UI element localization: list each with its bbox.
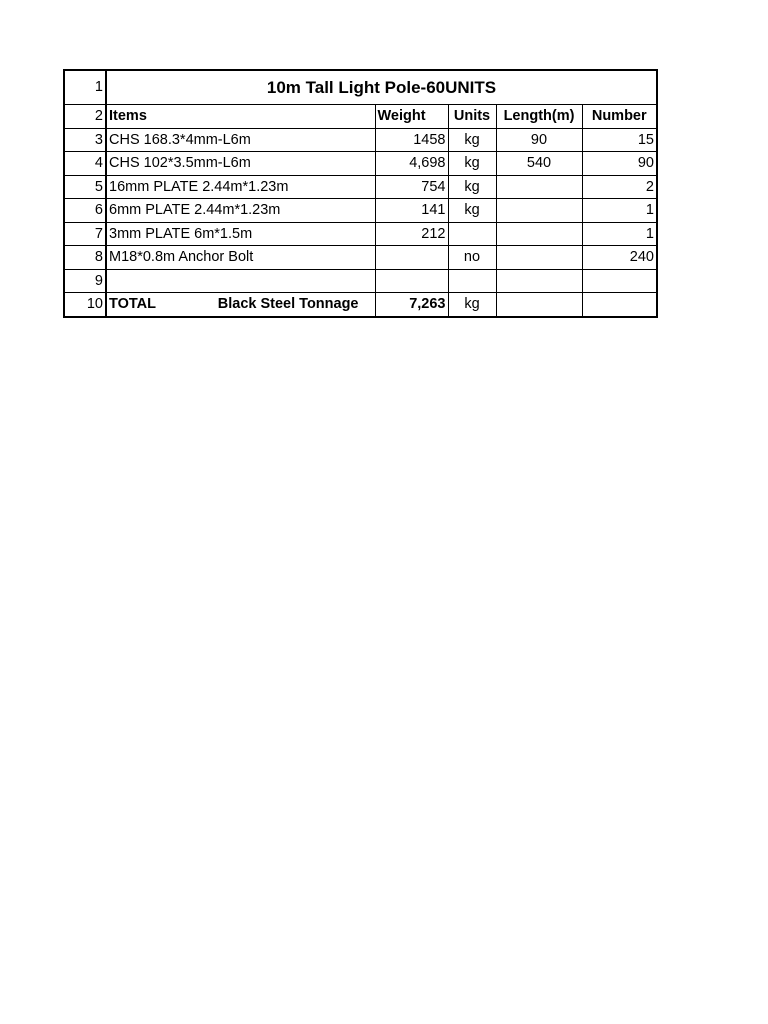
- length-cell[interactable]: [496, 269, 582, 293]
- weight-cell[interactable]: 1458: [375, 128, 448, 152]
- table-row: [64, 246, 657, 270]
- length-cell[interactable]: [496, 222, 582, 246]
- total-label-cell[interactable]: [106, 293, 375, 317]
- sheet-title[interactable]: 10m Tall Light Pole-60UNITS: [106, 70, 657, 105]
- header-number[interactable]: Number: [582, 105, 657, 129]
- item-cell[interactable]: [106, 269, 375, 293]
- item-cell[interactable]: 3mm PLATE 6m*1.5m: [106, 222, 375, 246]
- units-cell[interactable]: kg: [448, 199, 496, 223]
- row-number: 5: [64, 175, 106, 199]
- number-cell[interactable]: 240: [582, 246, 657, 270]
- item-cell[interactable]: M18*0.8m Anchor Bolt: [106, 246, 375, 270]
- units-cell[interactable]: kg: [448, 152, 496, 176]
- total-units-cell[interactable]: kg: [448, 293, 496, 317]
- title-row: [64, 70, 657, 105]
- table-row: [64, 199, 657, 223]
- row-number: 8: [64, 246, 106, 270]
- units-cell[interactable]: kg: [448, 128, 496, 152]
- number-cell[interactable]: 2: [582, 175, 657, 199]
- header-row: [64, 105, 657, 129]
- table-row: [64, 128, 657, 152]
- number-cell[interactable]: 90: [582, 152, 657, 176]
- weight-cell[interactable]: 754: [375, 175, 448, 199]
- row-number: 4: [64, 152, 106, 176]
- header-units[interactable]: Units: [448, 105, 496, 129]
- row-number: 9: [64, 269, 106, 293]
- total-number-cell[interactable]: [582, 293, 657, 317]
- units-cell[interactable]: [448, 269, 496, 293]
- row-number: 7: [64, 222, 106, 246]
- table-row: [64, 269, 657, 293]
- item-cell[interactable]: 16mm PLATE 2.44m*1.23m: [106, 175, 375, 199]
- row-number: 1: [64, 70, 106, 105]
- row-number: 2: [64, 105, 106, 129]
- row-number: 10: [64, 293, 106, 317]
- item-cell[interactable]: CHS 168.3*4mm-L6m: [106, 128, 375, 152]
- total-length-cell[interactable]: [496, 293, 582, 317]
- row-number: 3: [64, 128, 106, 152]
- length-cell[interactable]: [496, 175, 582, 199]
- weight-cell[interactable]: 141: [375, 199, 448, 223]
- units-cell[interactable]: [448, 222, 496, 246]
- weight-cell[interactable]: [375, 246, 448, 270]
- number-cell[interactable]: 1: [582, 199, 657, 223]
- header-items[interactable]: Items: [106, 105, 375, 129]
- table-row: [64, 222, 657, 246]
- item-cell[interactable]: 6mm PLATE 2.44m*1.23m: [106, 199, 375, 223]
- table-row: [64, 175, 657, 199]
- length-cell[interactable]: [496, 199, 582, 223]
- weight-cell[interactable]: 212: [375, 222, 448, 246]
- weight-cell[interactable]: [375, 269, 448, 293]
- total-row: [64, 293, 657, 317]
- length-cell[interactable]: 540: [496, 152, 582, 176]
- units-cell[interactable]: no: [448, 246, 496, 270]
- number-cell[interactable]: 15: [582, 128, 657, 152]
- total-sublabel: Black Steel Tonnage: [217, 296, 359, 313]
- row-number: 6: [64, 199, 106, 223]
- total-label: TOTAL: [109, 296, 156, 313]
- length-cell[interactable]: [496, 246, 582, 270]
- weight-cell[interactable]: 4,698: [375, 152, 448, 176]
- number-cell[interactable]: 1: [582, 222, 657, 246]
- units-cell[interactable]: kg: [448, 175, 496, 199]
- spreadsheet-table: [63, 69, 658, 318]
- header-length[interactable]: Length(m): [496, 105, 582, 129]
- item-cell[interactable]: CHS 102*3.5mm-L6m: [106, 152, 375, 176]
- total-weight-cell[interactable]: 7,263: [375, 293, 448, 317]
- number-cell[interactable]: [582, 269, 657, 293]
- table-row: [64, 152, 657, 176]
- length-cell[interactable]: 90: [496, 128, 582, 152]
- header-weight[interactable]: Weight: [375, 105, 448, 129]
